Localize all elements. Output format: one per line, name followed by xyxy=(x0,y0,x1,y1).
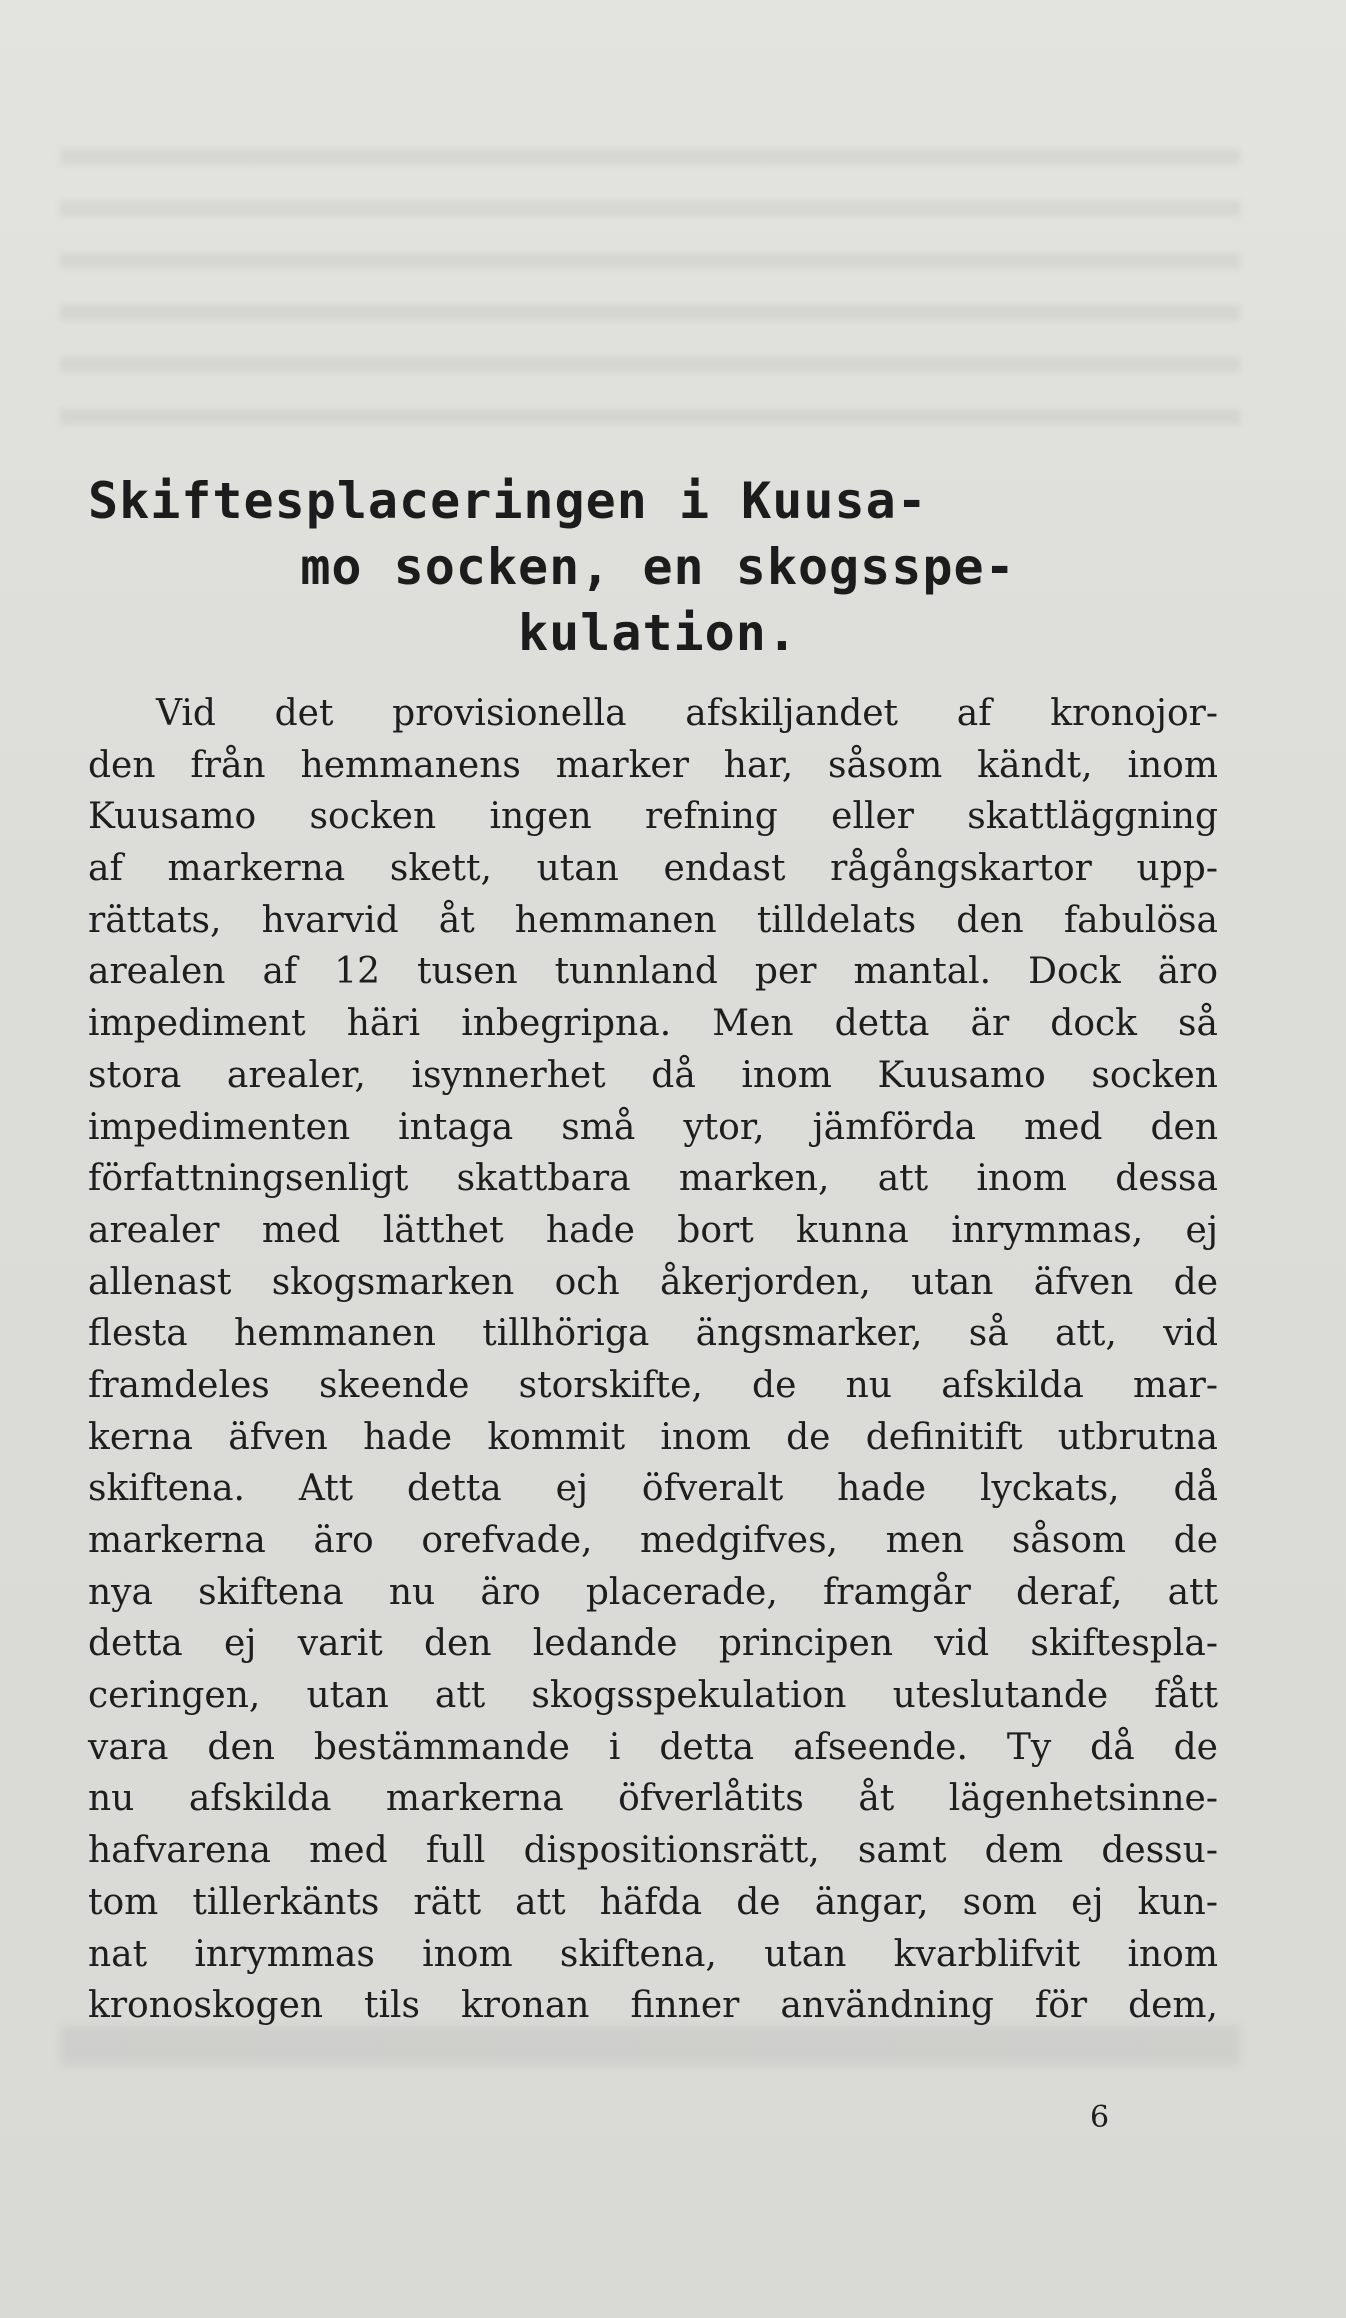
body-line: kronoskogen tils kronan finner användning för dem, xyxy=(88,1985,1218,2027)
body-line: impediment häri inbegripna. Men detta är dock så xyxy=(88,1003,1218,1045)
body-line: framdeles skeende storskifte, de nu afskilda mar- xyxy=(88,1364,1218,1406)
body-line: Vid det provisionella afskiljandet af kronojor- xyxy=(156,693,1218,734)
body-paragraph xyxy=(88,688,1218,2032)
body-line: rättats, hvarvid åt hemmanen tilldelats den fabulösa xyxy=(88,899,1218,941)
heading-line-3: kulation. xyxy=(518,604,798,662)
body-line: författningsenligt skattbara marken, att inom dessa xyxy=(88,1158,1218,1200)
body-line: markerna äro orefvade, medgifves, men såsom de xyxy=(88,1520,1218,1561)
body-line: nu afskilda markerna öfverlåtits åt lägenhetsinne- xyxy=(88,1778,1218,1820)
show-through-text-shadow xyxy=(60,120,1240,450)
page-number: 6 xyxy=(1090,2100,1110,2135)
article-heading xyxy=(88,468,1228,666)
body-line: Kuusamo socken ingen refning eller skattläggning xyxy=(88,796,1218,838)
body-line: af markerna skett, utan endast rågångskartor upp- xyxy=(88,848,1218,890)
body-line: hafvarena med full dispositionsrätt, samt dem dessu- xyxy=(88,1830,1218,1872)
body-line: vara den bestämmande i detta afseende. Ty då de xyxy=(88,1726,1218,1768)
body-line: stora arealer, isynnerhet då inom Kuusamo socken xyxy=(88,1054,1218,1096)
body-line: ceringen, utan att skogsspekulation uteslutande fått xyxy=(88,1675,1218,1717)
body-line: impedimenten intaga små ytor, jämförda med den xyxy=(88,1106,1218,1148)
heading-line-2: mo socken, en skogsspe- xyxy=(300,538,1016,596)
heading-line-1: Skiftesplaceringen i Kuusa- xyxy=(88,472,928,530)
body-line: kerna äfven hade kommit inom de definitift utbrutna xyxy=(88,1416,1218,1458)
body-line: arealer med lätthet hade bort kunna inrymmas, ej xyxy=(88,1209,1218,1251)
body-line: tom tillerkänts rätt att häfda de ängar, som ej kun- xyxy=(88,1881,1218,1923)
body-line: nat inrymmas inom skiftena, utan kvarblifvit inom xyxy=(88,1933,1218,1975)
body-line: skiftena. Att detta ej öfveralt hade lyckats, då xyxy=(88,1468,1218,1510)
body-line: allenast skogsmarken och åkerjorden, utan äfven de xyxy=(88,1261,1218,1303)
body-line: nya skiftena nu äro placerade, framgår deraf, att xyxy=(88,1571,1218,1613)
body-line: arealen af 12 tusen tunnland per mantal. Dock äro xyxy=(88,951,1218,993)
body-line: flesta hemmanen tillhöriga ängsmarker, så att, vid xyxy=(88,1313,1218,1355)
body-line: den från hemmanens marker har, såsom kändt, inom xyxy=(88,744,1218,786)
body-line: detta ej varit den ledande principen vid skiftespla- xyxy=(88,1623,1218,1665)
